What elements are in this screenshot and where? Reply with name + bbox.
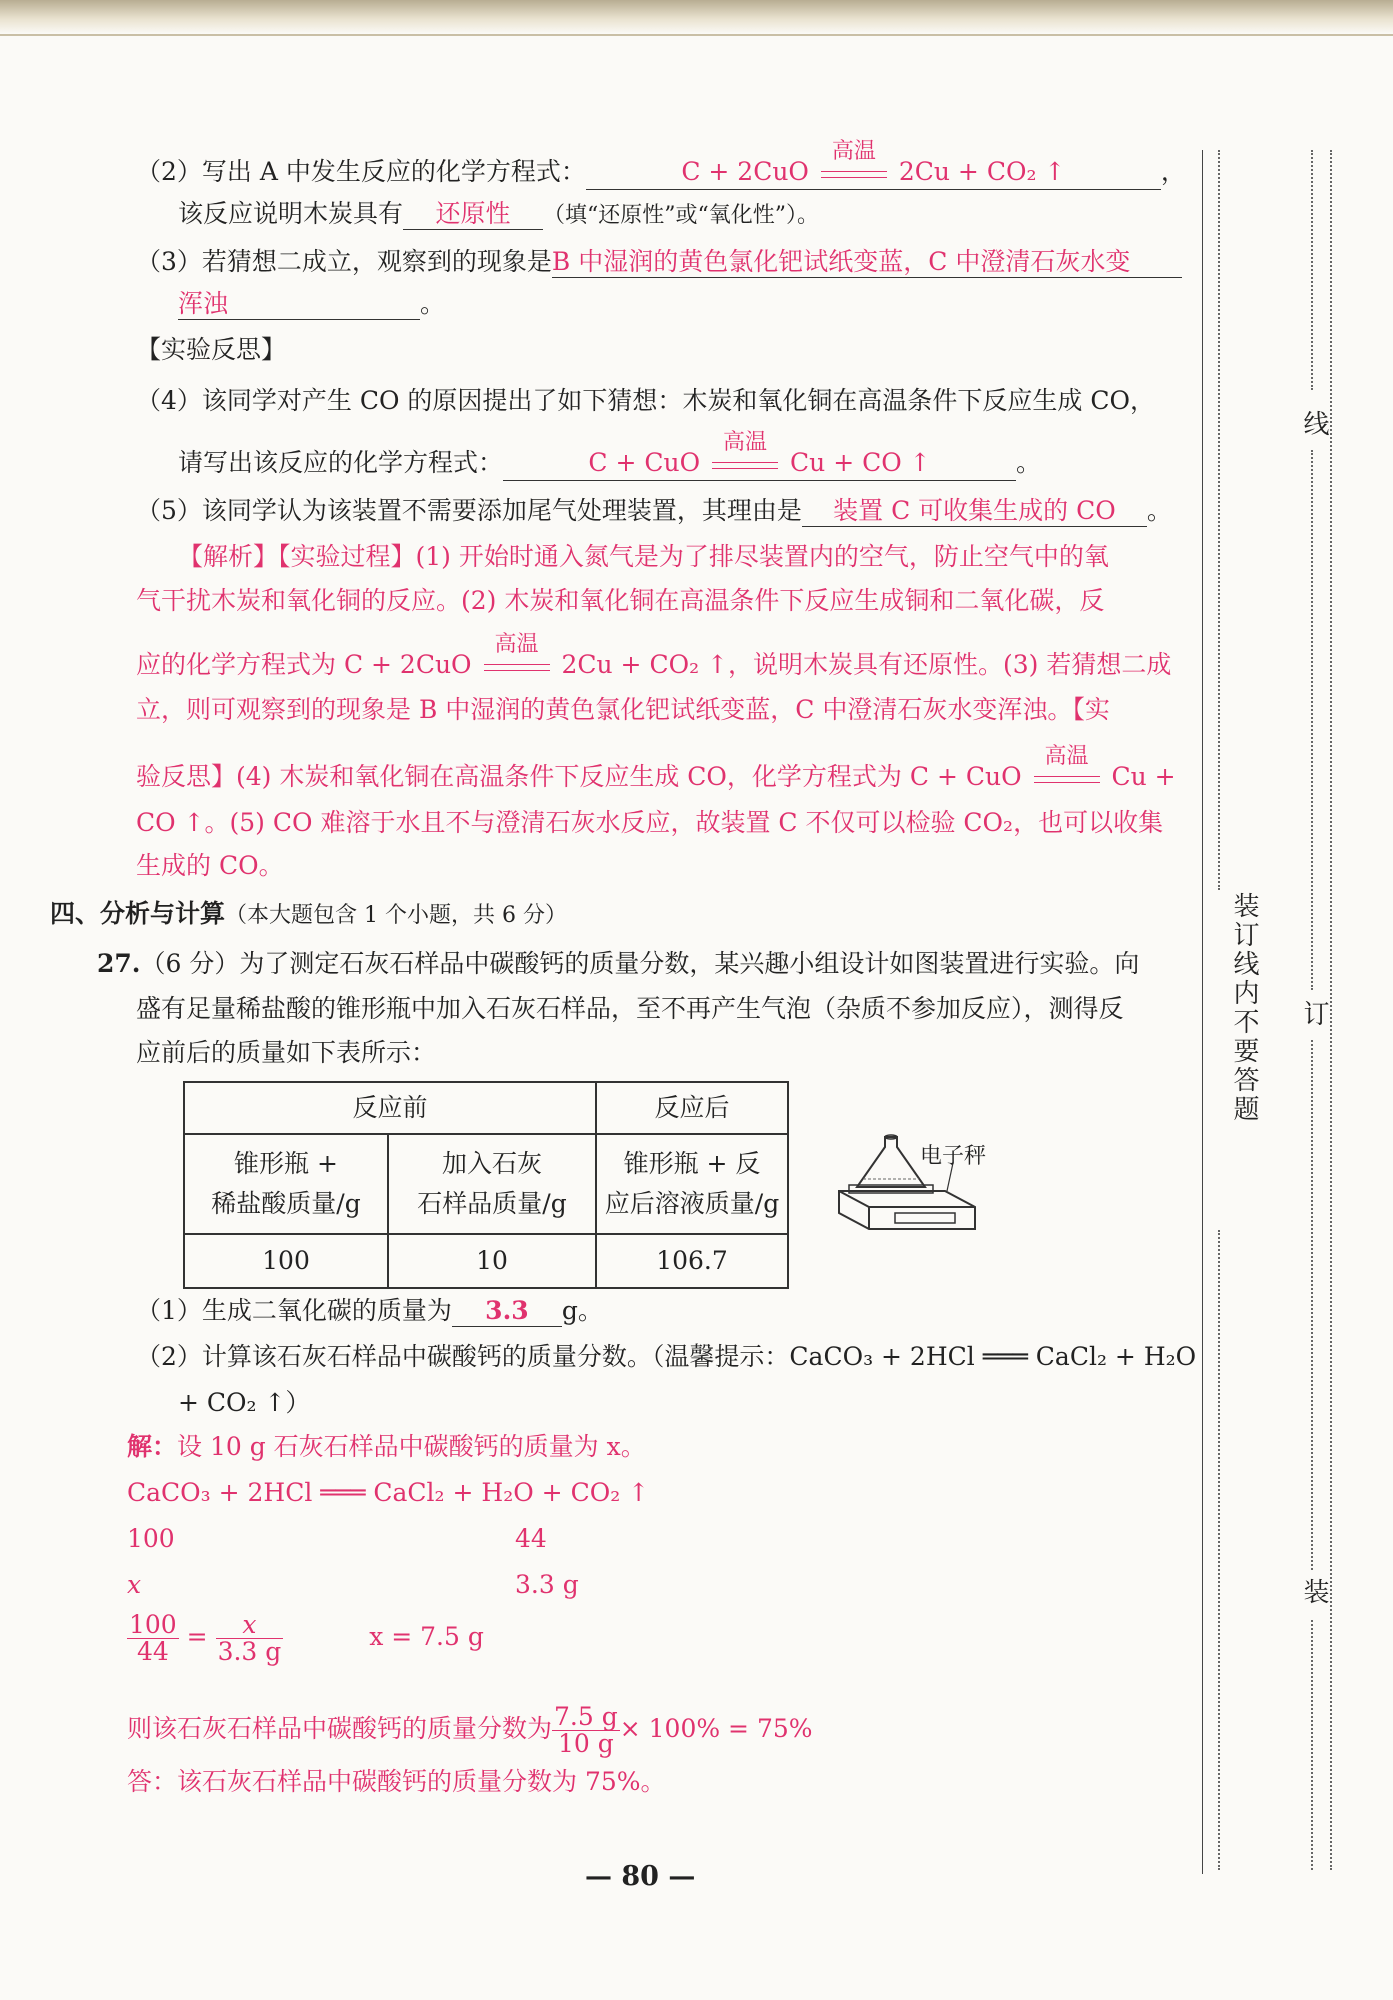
frac2-den: 3.3 g bbox=[217, 1637, 282, 1666]
section-reflection: 【实验反思】 bbox=[136, 335, 287, 364]
percent-suffix: × 100% = 75% bbox=[619, 1714, 813, 1743]
solution-text1: 设 10 g 石灰石样品中碳酸钙的质量为 x。 bbox=[177, 1432, 646, 1461]
page-number: — 80 — bbox=[585, 1861, 696, 1892]
sub1-line bbox=[136, 1294, 603, 1328]
q5-line bbox=[136, 494, 1172, 528]
frac1-den: 44 bbox=[136, 1637, 169, 1666]
solution-proportion bbox=[127, 1612, 484, 1665]
sub1-prefix: （1）生成二氧化碳的质量为 bbox=[136, 1296, 452, 1325]
col2-line1: 加入石灰 bbox=[441, 1149, 542, 1178]
binding-notice: 装订线内不要答题 bbox=[1229, 892, 1259, 1124]
q3-answer-line1: B 中湿润的黄色氯化钯试纸变蓝，C 中澄清石灰水变 bbox=[552, 247, 1182, 278]
col3-line2: 应后溶液质量/g bbox=[604, 1189, 780, 1218]
q3-answer-line2: 浑浊 bbox=[178, 289, 420, 320]
q3-line1 bbox=[136, 245, 1182, 279]
col3-line1: 锥形瓶 + 反 bbox=[623, 1149, 761, 1178]
q2-eq-right: 2Cu + CO₂ ↑ bbox=[898, 157, 1066, 186]
analysis-line3 bbox=[136, 631, 1172, 682]
solution-row1-right: 44 bbox=[515, 1524, 547, 1553]
frac2-num: x bbox=[216, 1612, 284, 1639]
solution-frac2 bbox=[216, 1612, 284, 1665]
binding-dotted-line-right-4 bbox=[1311, 1620, 1313, 1870]
col1-line1: 锥形瓶 + bbox=[234, 1149, 338, 1178]
solution-row2-left: x bbox=[127, 1570, 142, 1599]
binding-dotted-line-right-2 bbox=[1311, 450, 1313, 990]
solution-line1 bbox=[127, 1430, 646, 1464]
q3-end: 。 bbox=[420, 289, 446, 318]
table-cell-value2: 10 bbox=[388, 1234, 596, 1288]
q3-prefix: （3）若猜想二成立，观察到的现象是 bbox=[136, 247, 552, 276]
q4-eq-right: Cu + CO ↑ bbox=[790, 448, 931, 477]
q27-text1: （6 分）为了测定石灰石样品中碳酸钙的质量分数，某兴趣小组设计如图装置进行实验。向 bbox=[140, 949, 1140, 978]
analysis-line5-condition: 高温 bbox=[1044, 743, 1089, 769]
binding-mark-zhuang: 装 bbox=[1299, 1578, 1329, 1607]
q2-label: （2）写出 A 中发生反应的化学方程式： bbox=[136, 157, 586, 186]
binding-mark-ding: 订 bbox=[1299, 1000, 1329, 1029]
table-col2-header bbox=[388, 1134, 596, 1234]
table-subheader-row bbox=[184, 1134, 788, 1234]
table-cell-value1: 100 bbox=[184, 1234, 388, 1288]
q2-line2-prefix: 该反应说明木炭具有 bbox=[178, 199, 404, 228]
table-col1-header bbox=[184, 1134, 388, 1234]
mass-table bbox=[183, 1081, 789, 1289]
section4-note: （本大题包含 1 个小题，共 6 分） bbox=[225, 903, 567, 928]
analysis-line3-suffix: 2Cu + CO₂ ↑，说明木炭具有还原性。(3) 若猜想二成 bbox=[561, 650, 1172, 679]
percent-den: 10 g bbox=[557, 1729, 614, 1758]
percent-frac bbox=[552, 1704, 620, 1757]
q2-line2 bbox=[178, 197, 819, 233]
q4-eq-left: C + CuO bbox=[588, 448, 701, 477]
table-col3-header bbox=[596, 1134, 788, 1234]
q2-line2-suffix: （填“还原性”或“氧化性”）。 bbox=[543, 203, 820, 228]
q27-line3: 应前后的质量如下表所示： bbox=[136, 1038, 437, 1067]
analysis-line1: 【解析】【实验过程】(1) 开始时通入氮气是为了排尽装置内的空气，防止空气中的氧 bbox=[178, 542, 1109, 571]
top-border bbox=[0, 0, 1393, 34]
analysis-line3-prefix: 应的化学方程式为 C + 2CuO bbox=[136, 650, 472, 679]
sub1-suffix: g。 bbox=[561, 1296, 603, 1325]
q5-answer-blank: 装置 C 可收集生成的 CO bbox=[802, 496, 1147, 527]
solution-answer: 答：该石灰石样品中碳酸钙的质量分数为 75%。 bbox=[127, 1767, 666, 1796]
solution-frac1 bbox=[127, 1612, 179, 1665]
col1-line2: 稀盐酸质量/g bbox=[211, 1189, 361, 1218]
binding-mark-xian: 线 bbox=[1299, 410, 1329, 439]
q4-condition: 高温 bbox=[723, 429, 768, 455]
binding-dotted-line-left-top bbox=[1218, 150, 1220, 890]
q4-line1: （4）该同学对产生 CO 的原因提出了如下猜想：木炭和氧化铜在高温条件下反应生成 CO， bbox=[136, 386, 1155, 415]
table-header-after: 反应后 bbox=[596, 1082, 788, 1134]
q4-line2 bbox=[178, 429, 1042, 481]
q4-equation-blank bbox=[503, 429, 1016, 481]
binding-dotted-line-right-3 bbox=[1311, 1040, 1313, 1570]
q4-end: 。 bbox=[1016, 448, 1042, 477]
sub2-line1: （2）计算该石灰石样品中碳酸钙的质量分数。（温馨提示：CaCO₃ + 2HCl ═══ CaCl₂ + H₂O bbox=[136, 1342, 1197, 1371]
q2-answer-blank: 还原性 bbox=[403, 199, 543, 230]
binding-dotted-line-outer bbox=[1330, 150, 1332, 1870]
percent-prefix: 则该石灰石样品中碳酸钙的质量分数为 bbox=[127, 1714, 553, 1743]
table-header-row bbox=[184, 1082, 788, 1134]
analysis-line5-suffix: Cu + bbox=[1111, 762, 1176, 791]
q2-condition: 高温 bbox=[831, 138, 876, 164]
q5-end: 。 bbox=[1146, 496, 1172, 525]
q4-line2-prefix: 请写出该反应的化学方程式： bbox=[178, 448, 504, 477]
table-row bbox=[184, 1234, 788, 1288]
solution-equation: CaCO₃ + 2HCl ═══ CaCl₂ + H₂O + CO₂ ↑ bbox=[127, 1478, 650, 1507]
q3-line2 bbox=[178, 287, 445, 321]
table-header-before: 反应前 bbox=[184, 1082, 596, 1134]
binding-dotted-line-left-bottom bbox=[1218, 1230, 1220, 1870]
figure-label-scale: 电子秤 bbox=[920, 1144, 987, 1169]
sub1-answer-blank: 3.3 bbox=[452, 1296, 562, 1327]
analysis-line7: 生成的 CO。 bbox=[136, 851, 284, 880]
solution-percent bbox=[127, 1704, 813, 1757]
analysis-line5-prefix: 验反思】(4) 木炭和氧化铜在高温条件下反应生成 CO，化学方程式为 C + CuO bbox=[136, 762, 1022, 791]
percent-num: 7.5 g bbox=[554, 1702, 618, 1731]
top-border-line bbox=[0, 34, 1393, 36]
binding-dotted-line-right-1 bbox=[1311, 150, 1313, 390]
q27-number: 27. bbox=[97, 949, 141, 978]
solution-label: 解： bbox=[127, 1432, 178, 1461]
q2-end: ， bbox=[1160, 157, 1186, 186]
solution-row1-left: 100 bbox=[127, 1524, 175, 1553]
q2-eq-left: C + 2CuO bbox=[681, 157, 809, 186]
q27-line2: 盛有足量稀盐酸的锥形瓶中加入石灰石样品，至不再产生气泡（杂质不参加反应），测得反 bbox=[136, 994, 1124, 1023]
analysis-line5 bbox=[136, 743, 1176, 794]
sub2-line2: + CO₂ ↑） bbox=[178, 1388, 311, 1417]
solution-result: x = 7.5 g bbox=[369, 1622, 484, 1651]
q2-line1 bbox=[136, 138, 1186, 190]
q27-line1 bbox=[97, 947, 1139, 981]
solution-eq-sign: = bbox=[186, 1622, 208, 1651]
binding-line bbox=[1202, 150, 1203, 1874]
analysis-line2: 气干扰木炭和氧化铜的反应。(2) 木炭和氧化铜在高温条件下反应生成铜和二氧化碳，反 bbox=[136, 586, 1105, 615]
analysis-line3-condition: 高温 bbox=[494, 631, 539, 657]
analysis-line6: CO ↑。(5) CO 难溶于水且不与澄清石灰水反应，故装置 C 不仅可以检验 CO₂，也可以收集 bbox=[136, 808, 1164, 837]
q5-prefix: （5）该同学认为该装置不需要添加尾气处理装置，其理由是 bbox=[136, 496, 802, 525]
frac1-num: 100 bbox=[129, 1610, 177, 1639]
solution-row2-right: 3.3 g bbox=[515, 1570, 579, 1599]
section4-heading bbox=[50, 897, 567, 933]
table-cell-value3: 106.7 bbox=[596, 1234, 788, 1288]
col2-line2: 石样品质量/g bbox=[417, 1189, 567, 1218]
q2-equation-blank bbox=[586, 138, 1161, 190]
section4-title: 四、分析与计算 bbox=[50, 899, 226, 928]
analysis-line4: 立，则可观察到的现象是 B 中湿润的黄色氯化钯试纸变蓝，C 中澄清石灰水变浑浊。【实 bbox=[136, 695, 1110, 724]
